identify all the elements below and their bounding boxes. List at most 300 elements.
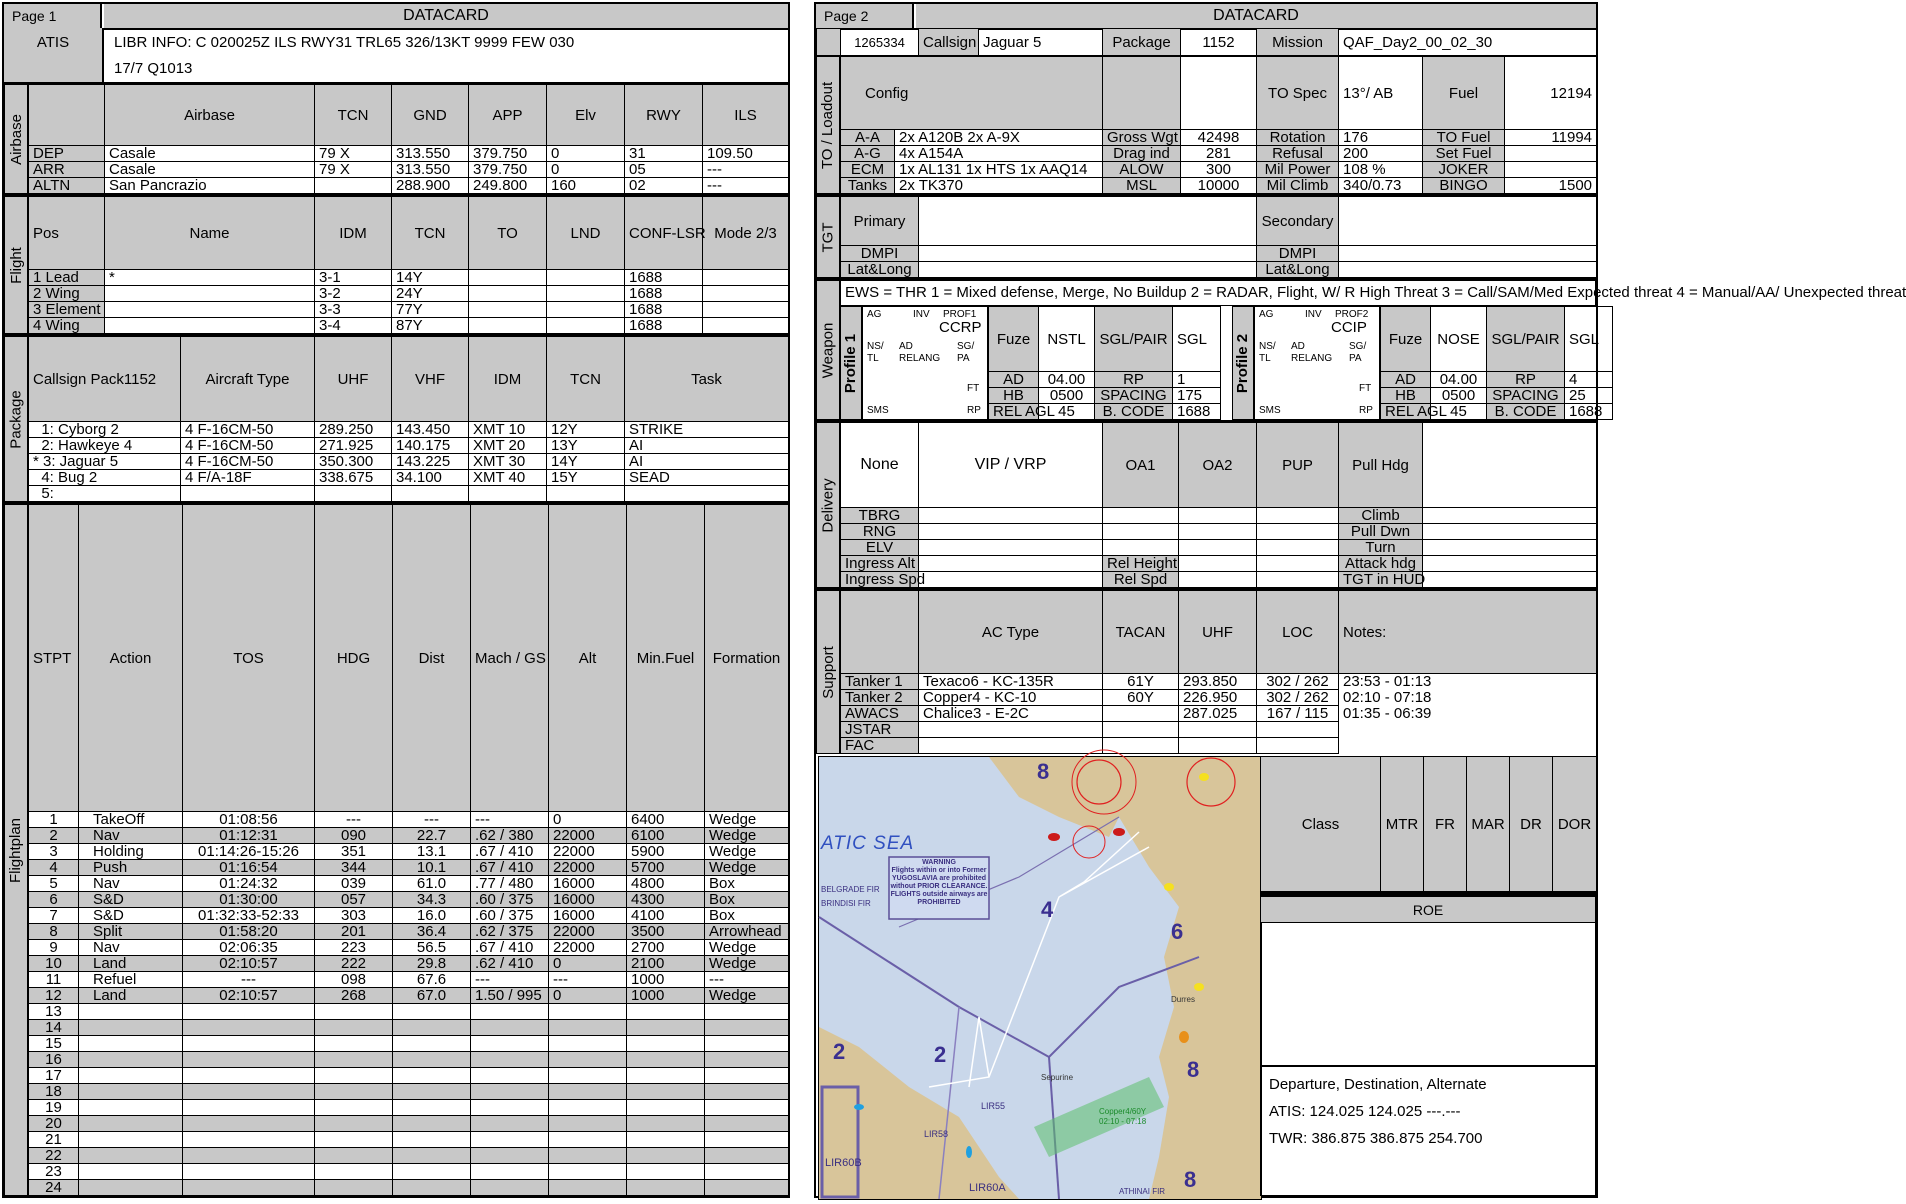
table-cell: 313.550 xyxy=(392,162,469,178)
table-cell: --- xyxy=(703,162,789,178)
weapon-profile-display xyxy=(862,306,988,420)
table-cell xyxy=(79,1148,183,1164)
table-cell xyxy=(183,1132,315,1148)
table-row xyxy=(29,1004,789,1020)
table-cell: 79 X xyxy=(315,162,392,178)
table-cell xyxy=(627,1148,705,1164)
table-cell: .62 / 375 xyxy=(471,924,549,940)
profile-legend: SMS xyxy=(1259,405,1281,416)
callsign-label: Callsign xyxy=(919,29,979,56)
profile-legend: TL xyxy=(867,353,879,364)
page-title: DATACARD xyxy=(104,4,788,28)
table-cell: 2 xyxy=(29,828,79,844)
table-cell: 222 xyxy=(315,956,393,972)
table-cell: 01:24:32 xyxy=(183,876,315,892)
loadout-value: 2x A120B 2x A-9X xyxy=(895,130,1103,146)
column-header: MTR xyxy=(1381,757,1424,892)
profile-value: 45 xyxy=(1431,404,1487,420)
pull-hdg-label: Pull Hdg xyxy=(1339,423,1423,508)
table-cell: 039 xyxy=(315,876,393,892)
table-cell: 67.6 xyxy=(393,972,471,988)
map-digit: 2 xyxy=(934,1042,947,1067)
table-cell: San Pancrazio xyxy=(105,178,315,194)
loadout-key: Drag ind xyxy=(1103,146,1181,162)
table-cell xyxy=(183,1116,315,1132)
table-row xyxy=(29,972,789,988)
table-cell: Push xyxy=(79,860,183,876)
table-cell xyxy=(1179,524,1257,540)
map-digit: 8 xyxy=(1184,1167,1197,1192)
fuel-label: Fuel xyxy=(1423,57,1505,130)
table-row xyxy=(29,1068,789,1084)
mission-map xyxy=(818,756,1262,1200)
column-header: VHF xyxy=(392,337,469,422)
map-place-label: Sepurine xyxy=(1041,1073,1074,1082)
table-cell: Chalice3 - E-2C xyxy=(919,706,1103,722)
profile-legend: FT xyxy=(967,383,980,394)
loadout-value: 10000 xyxy=(1181,178,1257,194)
table-cell: --- xyxy=(183,972,315,988)
table-cell: Wedge xyxy=(705,812,789,828)
delivery-table xyxy=(840,422,1597,588)
table-cell: Split xyxy=(79,924,183,940)
table-row xyxy=(29,197,789,270)
table-cell: Wedge xyxy=(705,860,789,876)
profile-key: REL AGL xyxy=(989,404,1039,420)
table-cell: Holding xyxy=(79,844,183,860)
mission-id: 1265334 xyxy=(841,29,919,56)
table-cell xyxy=(393,1164,471,1180)
column-header: TCN xyxy=(392,197,469,270)
loadout-value: 176 xyxy=(1339,130,1423,146)
table-cell: 293.850 xyxy=(1179,674,1257,690)
table-cell: Wedge xyxy=(705,956,789,972)
page-label: Page 2 xyxy=(816,4,914,28)
map-graphic xyxy=(819,757,1261,1199)
table-cell: .77 / 480 xyxy=(471,876,549,892)
table-cell: 271.925 xyxy=(315,438,392,454)
table-cell: --- xyxy=(471,972,549,988)
table-cell xyxy=(469,486,547,502)
table-cell xyxy=(1423,572,1597,588)
table-cell xyxy=(79,1036,183,1052)
column-header: Alt xyxy=(549,505,627,812)
table-cell: XMT 30 xyxy=(469,454,547,470)
oa1-label: OA1 xyxy=(1103,423,1179,508)
table-cell xyxy=(315,1180,393,1196)
table-cell: 15Y xyxy=(547,470,625,486)
table-cell: 17 xyxy=(29,1068,79,1084)
table-cell: TakeOff xyxy=(79,812,183,828)
table-row xyxy=(29,924,789,940)
map-warning-box: WARNING Flights within or into Former YUGOSLAVIA are prohibited without PRIOR CLEARANCE. FLIGHTS outside airways are PROHIBITED xyxy=(890,859,988,907)
table-cell: Tanker 1 xyxy=(841,674,919,690)
table-row xyxy=(841,722,1597,738)
table-cell: 36.4 xyxy=(393,924,471,940)
table-cell: XMT 40 xyxy=(469,470,547,486)
table-cell: 3 xyxy=(29,844,79,860)
table-row xyxy=(841,246,1597,262)
table-row xyxy=(29,1084,789,1100)
table-cell xyxy=(919,524,1103,540)
table-cell xyxy=(705,1084,789,1100)
table-row xyxy=(29,1100,789,1116)
table-row xyxy=(29,908,789,924)
table-cell xyxy=(393,1084,471,1100)
table-cell xyxy=(1339,197,1597,246)
support-table xyxy=(840,590,1597,754)
table-cell xyxy=(705,1100,789,1116)
table-cell: 10.1 xyxy=(393,860,471,876)
profile-key: SPACING xyxy=(1095,388,1173,404)
vip-label: VIP / VRP xyxy=(919,423,1103,508)
column-header: Task xyxy=(625,337,789,422)
table-cell: 22000 xyxy=(549,828,627,844)
column-header: Aircraft Type xyxy=(181,337,315,422)
loadout-key: Refusal xyxy=(1257,146,1339,162)
table-cell: 01:08:56 xyxy=(183,812,315,828)
table-cell xyxy=(79,1052,183,1068)
table-cell: 4 F/A-18F xyxy=(181,470,315,486)
table-row xyxy=(841,674,1597,690)
profile-value: 0500 xyxy=(1431,388,1487,404)
profile-value: 1688 xyxy=(1173,404,1221,420)
table-cell: 13Y xyxy=(547,438,625,454)
table-cell: 268 xyxy=(315,988,393,1004)
table-cell: 4 xyxy=(29,860,79,876)
table-cell: 140.175 xyxy=(392,438,469,454)
profile-key: HB xyxy=(1381,388,1431,404)
profile-legend: PROF1 xyxy=(943,309,977,320)
table-cell xyxy=(1423,524,1597,540)
target-label: DMPI xyxy=(841,246,919,262)
table-row xyxy=(29,470,789,486)
table-cell: AI xyxy=(625,438,789,454)
table-cell xyxy=(105,302,315,318)
loadout-key: BINGO xyxy=(1423,178,1505,194)
table-cell: 143.225 xyxy=(392,454,469,470)
loadout-value: 11994 xyxy=(1505,130,1597,146)
profile-key: B. CODE xyxy=(1487,404,1565,420)
table-cell xyxy=(705,1004,789,1020)
loadout-value: 1500 xyxy=(1505,178,1597,194)
profile-value: NSTL xyxy=(1039,307,1095,372)
loadout-key: TO Fuel xyxy=(1423,130,1505,146)
table-row xyxy=(1381,372,1613,388)
table-cell xyxy=(1257,738,1339,754)
table-cell: Land xyxy=(79,988,183,1004)
package-side-label: Package xyxy=(4,336,28,502)
table-cell xyxy=(79,1180,183,1196)
table-cell: 1688 xyxy=(625,270,703,286)
table-cell xyxy=(315,1100,393,1116)
map-digit: 8 xyxy=(1037,759,1050,784)
table-cell: 29.8 xyxy=(393,956,471,972)
table-cell: 87Y xyxy=(392,318,469,334)
column-header: Dist xyxy=(393,505,471,812)
page-label: Page 1 xyxy=(4,4,102,28)
loadout-table xyxy=(840,56,1597,194)
profile-key: REL AGL xyxy=(1381,404,1431,420)
table-cell: 01:30:00 xyxy=(183,892,315,908)
table-cell xyxy=(471,1004,549,1020)
table-cell xyxy=(105,318,315,334)
table-cell: 1000 xyxy=(627,988,705,1004)
table-row xyxy=(841,524,1597,540)
table-cell xyxy=(1179,540,1257,556)
table-cell xyxy=(1339,262,1597,278)
oa2-label: OA2 xyxy=(1179,423,1257,508)
loadout-key: ECM xyxy=(841,162,895,178)
table-cell xyxy=(471,1164,549,1180)
profile-legend: AG xyxy=(867,309,882,320)
map-digit: 4 xyxy=(1041,897,1054,922)
table-cell xyxy=(547,286,625,302)
table-cell: 1.50 / 995 xyxy=(471,988,549,1004)
table-cell: 109.50 xyxy=(703,146,789,162)
table-cell xyxy=(105,286,315,302)
table-cell xyxy=(315,1036,393,1052)
to-spec-value: 13°/ AB xyxy=(1339,57,1423,130)
table-cell xyxy=(705,1068,789,1084)
profile-key: Fuze xyxy=(1381,307,1431,372)
table-cell: JSTAR xyxy=(841,722,919,738)
table-row xyxy=(989,307,1221,372)
table-cell: 11 xyxy=(29,972,79,988)
column-header: Elv xyxy=(547,85,625,146)
loadout-value: 340/0.73 xyxy=(1339,178,1423,194)
table-cell: 0 xyxy=(549,812,627,828)
map-digit: 6 xyxy=(1171,919,1184,944)
table-cell xyxy=(1179,508,1257,524)
table-cell xyxy=(627,1068,705,1084)
table-cell: .62 / 380 xyxy=(471,828,549,844)
table-row xyxy=(29,454,789,470)
threat-table xyxy=(1260,756,1597,896)
table-cell: 10 xyxy=(29,956,79,972)
table-cell: 16 xyxy=(29,1052,79,1068)
column-header: AC Type xyxy=(919,591,1103,674)
table-cell: 0 xyxy=(549,956,627,972)
table-cell xyxy=(315,1148,393,1164)
table-cell xyxy=(627,1020,705,1036)
table-cell: .67 / 410 xyxy=(471,860,549,876)
profile-value: 0500 xyxy=(1039,388,1095,404)
callsign-value: Jaguar 5 xyxy=(979,29,1103,56)
table-cell: 19 xyxy=(29,1100,79,1116)
table-cell: Texaco6 - KC-135R xyxy=(919,674,1103,690)
delivery-side-label: Delivery xyxy=(816,422,840,588)
table-cell: AWACS xyxy=(841,706,919,722)
table-cell xyxy=(703,318,789,334)
table-cell xyxy=(705,1036,789,1052)
table-cell xyxy=(469,270,547,286)
table-cell: 090 xyxy=(315,828,393,844)
table-cell: 4 F-16CM-50 xyxy=(181,438,315,454)
table-cell xyxy=(393,1132,471,1148)
profile-legend: PA xyxy=(1349,353,1362,364)
loadout-value: 1x AL131 1x HTS 1x AAQ14 xyxy=(895,162,1103,178)
table-cell: 4300 xyxy=(627,892,705,908)
loadout-value: 108 % xyxy=(1339,162,1423,178)
column-header: TACAN xyxy=(1103,591,1179,674)
map-fir-label: BRINDISI FIR xyxy=(821,899,871,908)
table-cell: 16.0 xyxy=(393,908,471,924)
table-cell: 4 F-16CM-50 xyxy=(181,454,315,470)
loadout-key: Set Fuel xyxy=(1423,146,1505,162)
table-cell xyxy=(627,1100,705,1116)
profile-key: SGL/PAIR xyxy=(1095,307,1173,372)
table-cell xyxy=(1103,706,1179,722)
table-cell xyxy=(919,246,1257,262)
table-cell xyxy=(1257,508,1339,524)
profile-legend: RP xyxy=(967,405,981,416)
table-cell xyxy=(705,1148,789,1164)
table-cell xyxy=(549,1068,627,1084)
atis-line-1: LIBR INFO: C 020025Z ILS RWY31 TRL65 326/13KT 9999 FEW 030 xyxy=(114,34,575,51)
profile-value: NOSE xyxy=(1431,307,1487,372)
profile-value: 04.00 xyxy=(1431,372,1487,388)
table-cell xyxy=(183,1148,315,1164)
table-cell: 4100 xyxy=(627,908,705,924)
table-row xyxy=(29,1132,789,1148)
table-cell xyxy=(705,1180,789,1196)
profile-value: SGL xyxy=(1565,307,1613,372)
column-header: Name xyxy=(105,197,315,270)
column-header: Action xyxy=(79,505,183,812)
profile-mode: CCRP xyxy=(939,319,982,336)
table-cell xyxy=(1179,572,1257,588)
delivery-label: Ingress Spd xyxy=(841,572,919,588)
profile-legend: NS/ xyxy=(867,341,884,352)
table-row xyxy=(29,1020,789,1036)
table-cell: 79 X xyxy=(315,146,392,162)
table-cell xyxy=(183,1004,315,1020)
table-cell xyxy=(471,1052,549,1068)
table-cell: 1688 xyxy=(625,286,703,302)
table-cell: 249.800 xyxy=(469,178,547,194)
table-cell: 379.750 xyxy=(469,162,547,178)
table-cell xyxy=(183,1052,315,1068)
table-cell xyxy=(393,1004,471,1020)
target-label: Lat&Long xyxy=(1257,262,1339,278)
profile-legend: NS/ xyxy=(1259,341,1276,352)
loadout-side-label: TO / Loadout xyxy=(816,56,840,194)
column-header: RWY xyxy=(625,85,703,146)
table-row xyxy=(841,57,1597,130)
table-cell xyxy=(1103,540,1179,556)
table-cell: 3500 xyxy=(627,924,705,940)
table-cell: 5 xyxy=(29,876,79,892)
table-cell: 16000 xyxy=(549,876,627,892)
table-cell: 16000 xyxy=(549,908,627,924)
loadout-key: Tanks xyxy=(841,178,895,194)
airbase-side-label: Airbase xyxy=(4,84,28,194)
table-cell: 01:58:20 xyxy=(183,924,315,940)
profile-key: SPACING xyxy=(1487,388,1565,404)
table-cell xyxy=(549,1164,627,1180)
column-header: UHF xyxy=(1179,591,1257,674)
table-row xyxy=(841,706,1597,722)
target-table xyxy=(840,196,1597,278)
table-row xyxy=(29,812,789,828)
table-cell: 14Y xyxy=(392,270,469,286)
table-cell: 6 xyxy=(29,892,79,908)
delivery-label: ELV xyxy=(841,540,919,556)
table-cell: 24Y xyxy=(392,286,469,302)
table-cell: Wedge xyxy=(705,844,789,860)
column-header: Formation xyxy=(705,505,789,812)
table-cell xyxy=(1179,738,1257,754)
column-header: Class xyxy=(1261,757,1381,892)
table-cell xyxy=(471,1084,549,1100)
column-header: GND xyxy=(392,85,469,146)
table-row xyxy=(29,505,789,812)
table-cell xyxy=(549,1132,627,1148)
map-tanker-time: 02:10 - 07:18 xyxy=(1099,1117,1147,1126)
table-row xyxy=(29,860,789,876)
table-cell: ARR xyxy=(29,162,105,178)
table-row xyxy=(29,844,789,860)
delivery-label: Rel Spd xyxy=(1103,572,1179,588)
table-cell: * 3: Jaguar 5 xyxy=(29,454,181,470)
profile-legend: RELANG xyxy=(1291,353,1333,364)
table-row xyxy=(29,178,789,194)
table-cell: .67 / 410 xyxy=(471,940,549,956)
map-fir-label: BELGRADE FIR xyxy=(821,885,880,894)
table-cell: 02:10:57 xyxy=(183,956,315,972)
table-cell: 3-1 xyxy=(315,270,392,286)
table-cell xyxy=(1103,524,1179,540)
table-cell: S&D xyxy=(79,908,183,924)
table-cell xyxy=(1339,738,1597,754)
table-cell: S&D xyxy=(79,892,183,908)
table-cell: 22.7 xyxy=(393,828,471,844)
table-row xyxy=(29,1036,789,1052)
atis-label: ATIS xyxy=(4,28,104,82)
table-cell xyxy=(627,1132,705,1148)
profile-legend: SG/ xyxy=(957,341,975,352)
table-cell xyxy=(79,1020,183,1036)
table-cell xyxy=(393,1068,471,1084)
table-cell xyxy=(1257,572,1339,588)
table-cell xyxy=(79,1132,183,1148)
table-row xyxy=(841,572,1597,588)
table-cell: .60 / 375 xyxy=(471,892,549,908)
table-cell: Tanker 2 xyxy=(841,690,919,706)
table-cell: --- xyxy=(549,972,627,988)
column-header: Notes: xyxy=(1339,591,1597,674)
table-cell xyxy=(471,1132,549,1148)
table-cell: Wedge xyxy=(705,988,789,1004)
profile-key: HB xyxy=(989,388,1039,404)
table-cell: Copper4 - KC-10 xyxy=(919,690,1103,706)
table-row xyxy=(841,591,1597,674)
profile-legend: RP xyxy=(1359,405,1373,416)
loadout-key: Mil Climb xyxy=(1257,178,1339,194)
table-cell xyxy=(627,1164,705,1180)
table-row xyxy=(1381,388,1613,404)
profile-legend: INV xyxy=(1305,309,1322,320)
table-cell: 02 xyxy=(625,178,703,194)
column-header: APP xyxy=(469,85,547,146)
table-cell: 302 / 262 xyxy=(1257,690,1339,706)
profile-key: SGL/PAIR xyxy=(1487,307,1565,372)
weapon-side-label: Weapon xyxy=(816,280,840,420)
table-cell: * xyxy=(105,270,315,286)
table-cell xyxy=(549,1036,627,1052)
table-cell xyxy=(549,1020,627,1036)
